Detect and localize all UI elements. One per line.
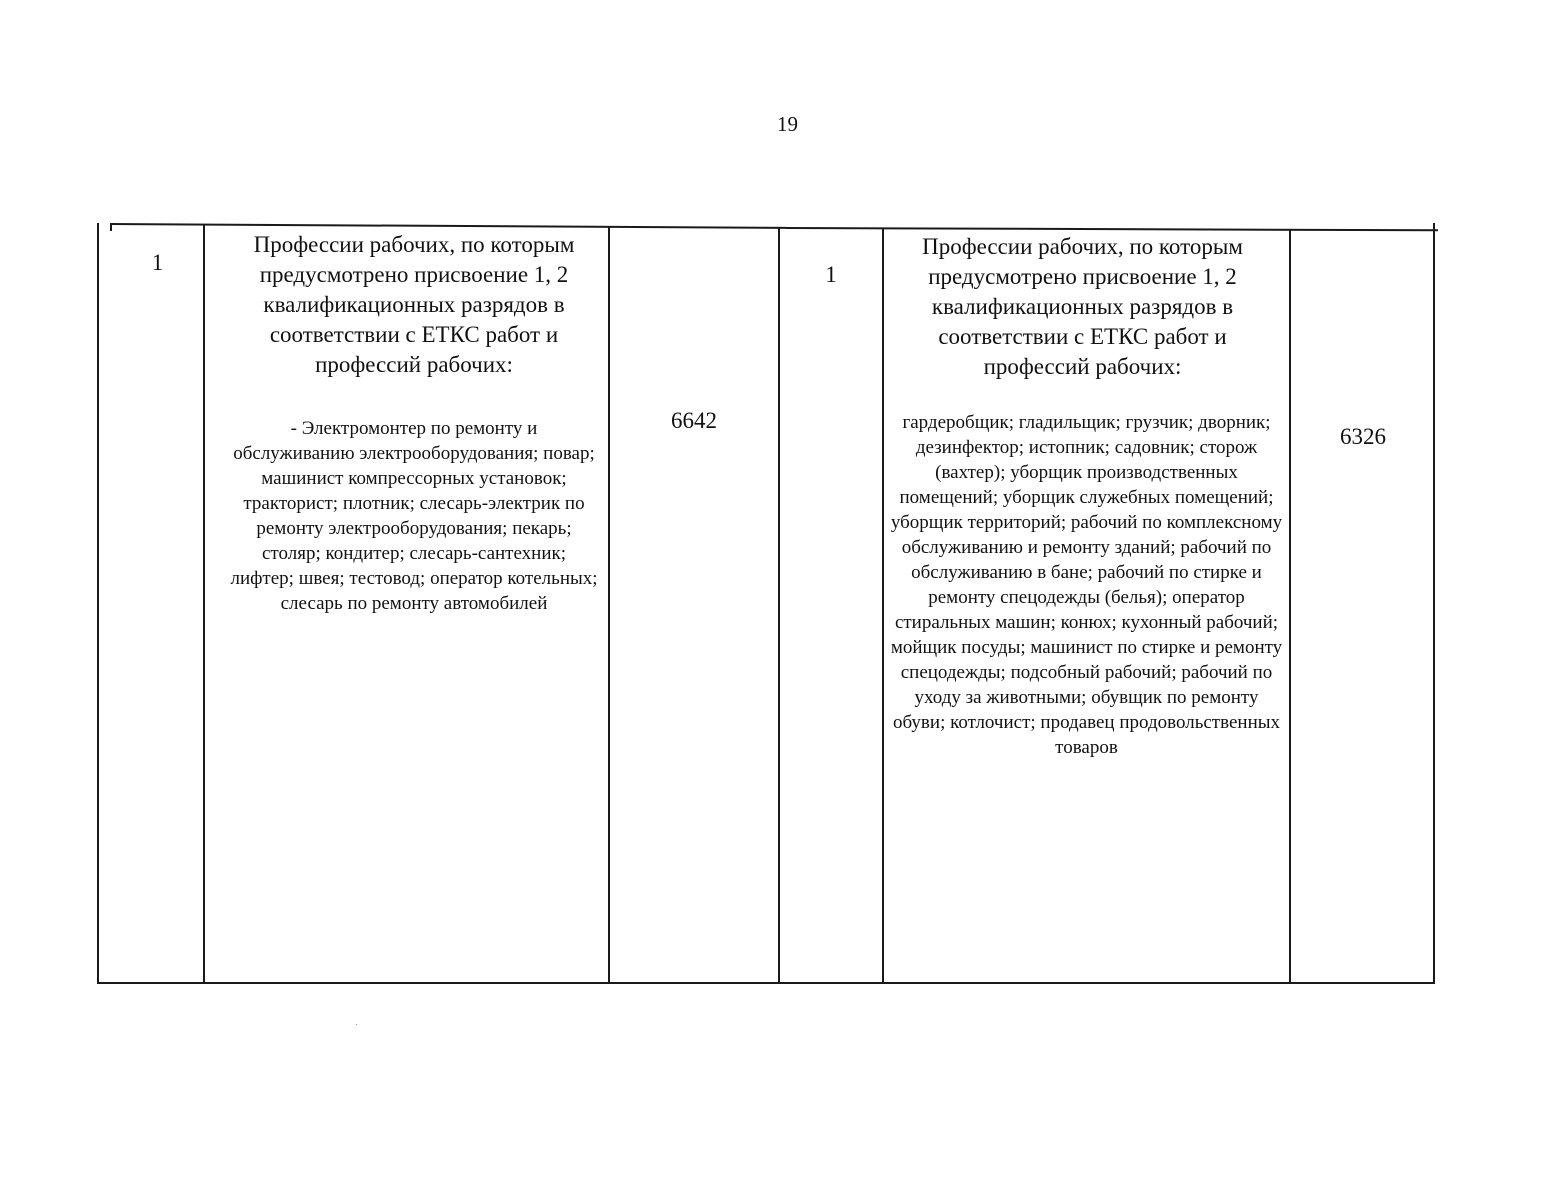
column-divider [608,227,610,984]
value-right: 6326 [1340,424,1386,449]
page-number: 19 [777,112,798,136]
professions-list-left: - Электромонтер по ремонту и обслуживанию электрооборудования; повар; машинист компрессорных установок; тракторист; плотник; слесарь-электрик по ремонту электрооборудования; пекарь; столяр; кондитер; слесарь-сантехник; лифтер; швея; тестовод; оператор котельных; слесарь по ремонту автомобилей [230,418,598,614]
column-divider [110,223,112,231]
category-heading-left: Профессии рабочих, по которым предусмотрено присвоение 1, 2 квалификационных разрядов в соответствии с ЕТКС работ и профессий рабочих: [253,232,575,377]
value-left: 6642 [671,408,717,433]
scan-speck [356,1024,357,1025]
professions-list-right: гардеробщик; гладильщик; грузчик; дворник; дезинфектор; истопник; садовник; сторож (вахтер); уборщик производственных помещений; уборщик служебных помещений; уборщик территорий; рабочий по комплексному обслуживанию и ремонту зданий; рабочий по обслуживанию в бане; рабочий по стирке и ремонту спецодежды (белья); оператор стиральных машин; конюх; кухонный рабочий; мойщик посуды; машинист по стирке и ремонту спецодежды; подсобный рабочий; рабочий по уходу за животными; обувщик по ремонту обуви; котлочист; продавец продовольственных товаров [890,412,1283,758]
professions-cell-right [884,232,1289,760]
column-divider [203,225,205,984]
row-number-left: 1 [151,250,164,275]
professions-cell-left [222,230,606,616]
category-heading-right: Профессии рабочих, по которым предусмотрено присвоение 1, 2 квалификационных разрядов в соответствии с ЕТКС работ и профессий рабочих: [922,234,1243,379]
column-divider [778,228,780,984]
column-divider [1289,229,1291,984]
row-number-right: 1 [825,262,837,287]
